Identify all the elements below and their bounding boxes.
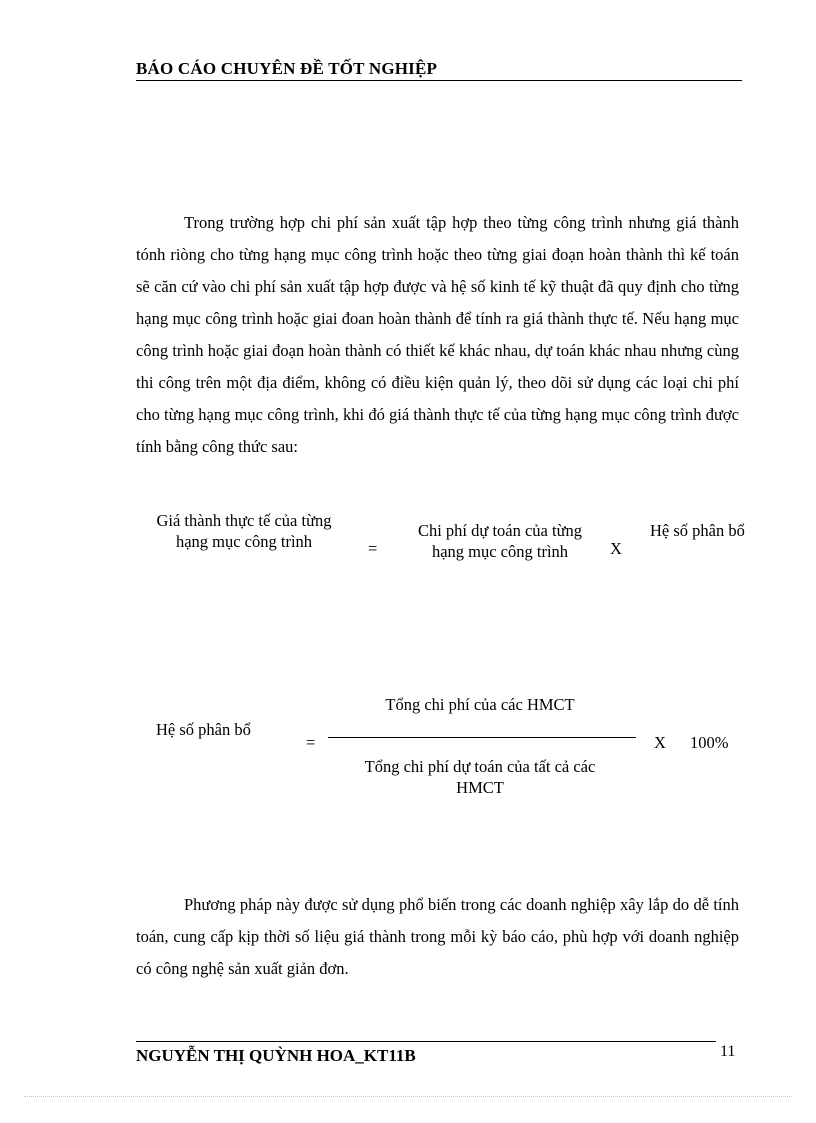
formula-2-left-term: Hệ số phân bổ [156,720,251,739]
formula-1-equals-sign: = [368,539,378,558]
formula-1-middle-term: Chi phí dự toán của từng hạng mục công trình [417,521,583,561]
formula-2-percent: 100% [690,733,729,752]
formula-1-right-term: Hệ số phân bổ [650,521,745,540]
body-paragraph-2: Phương pháp này được sử dụng phổ biến trong các doanh nghiệp xây lắp do dễ tính toán, cung cấp kịp thời số liệu giá thành trong mỗi kỳ báo cáo, phù hợp với doanh nghiệp có công nghệ sản xuất giản đơn. [136,895,739,978]
page-bottom-edge [24,1096,792,1097]
body-paragraph-1: Trong trường hợp chi phí sản xuất tập hợp theo từng công trình nhưng giá thành tónh riòng cho từng hạng mục công trình hoặc theo từng giai đoạn hoàn thành thì kế toán sẽ căn cứ vào chi phí sản xuất tập hợp được và hệ số kinh tế kỹ thuật đã quy định cho từng hạng mục công trình hoặc giai đoan hoàn thành để tính ra giá thành thực tế. Nếu hạng mục công trình hoặc giai đoạn hoàn thành có thiết kế khác nhau, dự toán khác nhau nhưng cùng thi công trên một địa điểm, không có điều kiện quản lý, theo dõi sử dụng các loại chi phí cho từng hạng mục công trình, khi đó giá thành thực tế của từng hạng mục công trình được tính bằng công thức sau: [136,213,739,456]
formula-1-left-term: Giá thành thực tế của từng hạng mục công trình [156,511,332,551]
page-number: 11 [720,1043,736,1060]
header-divider [136,80,742,81]
formula-2-fraction-bar [328,737,636,738]
footer-divider [136,1041,716,1042]
formula-2-numerator: Tổng chi phí của các HMCT [385,695,575,714]
formula-2-denominator: Tổng chi phí dự toán của tất cả các HMCT [364,757,596,797]
formula-1-multiply-sign: X [610,539,622,558]
formula-2-equals-sign: = [306,733,316,752]
footer-author: NGUYỄN THỊ QUỲNH HOA_KT11B [136,1046,416,1065]
page-header-title: BÁO CÁO CHUYÊN ĐỀ TỐT NGHIỆP [136,59,438,78]
formula-2-multiply-sign: X [654,733,666,752]
